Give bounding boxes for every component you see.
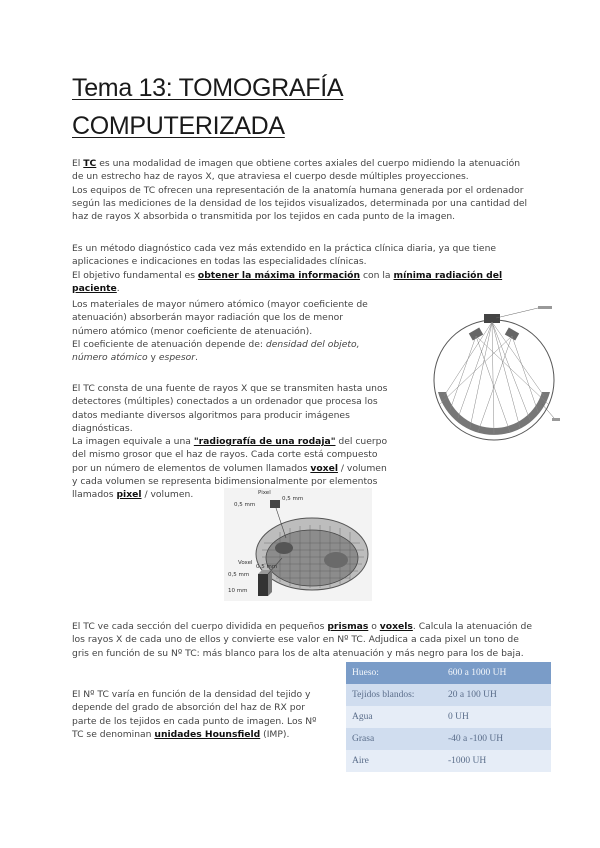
paragraph-attenuation xyxy=(72,298,372,364)
text: El objetivo fundamental es xyxy=(72,269,198,281)
text: Los materiales de mayor número atómico (mayor coeficiente de atenuación) absorberán mayor radiación que los de menor número atómico (menor coeficiente de atenuación). xyxy=(72,299,368,337)
paragraph-voxels xyxy=(72,620,534,660)
text: . xyxy=(116,282,120,294)
table-cell-tissue: Hueso: xyxy=(346,662,442,684)
text: Los equipos de TC ofrecen una representación de la anatomía humana generada por el ordenador según las mediciones de la densidad de los tejidos visualizados, determinada por una cantidad del haz de rayos X absorbida o transmitida por los tejidos en cada punto de la imagen. xyxy=(72,184,528,223)
highlight-hounsfield: unidades Hounsfield xyxy=(154,728,261,740)
text: . xyxy=(195,352,198,364)
hounsfield-table xyxy=(346,662,551,772)
italic-density: densidad del objeto, número atómico xyxy=(72,338,360,364)
label-mm-10: 10 mm xyxy=(228,588,248,594)
label-mm-d: 0,5 mm xyxy=(228,572,250,578)
text: El Nº TC varía en función de la densidad del tejido y depende del grado de absorción del haz de RX por parte de los tejidos en cada punto de imagen. Los Nº TC se denominan xyxy=(72,689,317,740)
ct-scanner-diagram xyxy=(430,300,560,450)
table-cell-value: 600 a 1000 UH xyxy=(442,662,551,684)
table-cell-value: 20 a 100 UH xyxy=(442,684,551,706)
highlight-pixel: pixel xyxy=(116,489,142,501)
text: El TC consta de una fuente de rayos X que se transmiten hasta unos detectores (múltiples) conectados a un ordenador que procesa los datos mediante diversos algoritmos para producir imágenes diagnósticas. xyxy=(72,383,388,434)
text: La imagen equivale a una xyxy=(72,436,194,448)
text: / volumen y cada volumen se representa bidimensionalmente por elementos llamados xyxy=(72,462,387,501)
xray-tube-3 xyxy=(505,328,519,341)
label-mm-a: 0,5 mm xyxy=(282,496,304,502)
table-cell-tissue: Aire xyxy=(346,750,442,772)
organ-right xyxy=(324,552,348,568)
text: es una modalidad de imagen que obtiene cortes axiales del cuerpo midiendo la atenuación de un estrecho haz de rayos X, que atraviesa el cuerpo desde múltiples proyecciones. xyxy=(72,158,521,183)
text: del cuerpo del mismo grosor que el haz de rayos. Cada corte está compuesto por un número de elementos de volumen llamados xyxy=(72,436,388,474)
text: El xyxy=(72,158,84,169)
label-mm-b: 0,5 mm xyxy=(234,502,256,508)
text: / volumen. xyxy=(141,489,194,501)
text: y xyxy=(147,352,159,364)
organ-left xyxy=(275,542,293,554)
text: El TC ve cada sección del cuerpo dividida en pequeños xyxy=(72,621,328,632)
table-cell-value: 0 UH xyxy=(442,706,551,728)
table-cell-tissue: Grasa xyxy=(346,728,442,750)
text: con la xyxy=(360,269,394,281)
highlight-max-info: obtener la máxima información xyxy=(197,269,361,281)
table-cell-value: -40 a -100 UH xyxy=(442,728,551,750)
text: Es un método diagnóstico cada vez más extendido en la práctica clínica diaria, ya que tiene aplicaciones e indicaciones en todas las especialidades clínicas. xyxy=(72,243,497,268)
xray-tube xyxy=(484,314,500,323)
table-row xyxy=(346,728,551,750)
table-cell-tissue: Tejidos blandos: xyxy=(346,684,442,706)
highlight-prismas: prismas xyxy=(327,621,369,632)
highlight-voxel: voxel xyxy=(310,462,338,474)
label-voxel: Voxel xyxy=(238,560,253,566)
highlight-radiografia: "radiografía de una rodaja" xyxy=(193,436,336,448)
text: o xyxy=(368,621,380,632)
text: (IMP). xyxy=(260,728,290,740)
table-cell-value: -1000 UH xyxy=(442,750,551,772)
table-row xyxy=(346,750,551,772)
paragraph-hounsfield xyxy=(72,688,330,741)
table-cell-tissue: Agua xyxy=(346,706,442,728)
table-row xyxy=(346,684,551,706)
text: . Calcula la atenuación de los rayos X de cada uno de ellos y convierte ese valor en Nº TC. Adjudica a cada pixel un tono de gris en función de su Nº TC: más blanco para los de alta atenuación y más negro para los de baja. xyxy=(72,621,532,659)
label-pixel: Pixel xyxy=(258,490,271,496)
voxel-pixel-diagram xyxy=(224,488,372,601)
highlight-voxels: voxels xyxy=(379,621,413,632)
italic-thickness: espesor xyxy=(158,352,195,364)
paragraph-objective xyxy=(72,242,534,295)
table-row xyxy=(346,706,551,728)
page-title-line-1: Tema 13: TOMOGRAFÍA xyxy=(72,74,344,102)
highlight-min-radiation: mínima radiación del paciente xyxy=(72,269,503,294)
paragraph-intro xyxy=(72,157,534,223)
voxel-prism xyxy=(258,574,268,596)
page-title-line-2: COMPUTERIZADA xyxy=(72,112,285,140)
highlight-tc: TC xyxy=(83,158,97,169)
label-mm-c: 0,5 mm xyxy=(256,564,278,570)
paragraph-ct-components xyxy=(72,382,392,502)
text: El coeficiente de atenuación depende de: xyxy=(72,338,266,350)
table-row xyxy=(346,662,551,684)
pixel-cell xyxy=(270,500,280,508)
